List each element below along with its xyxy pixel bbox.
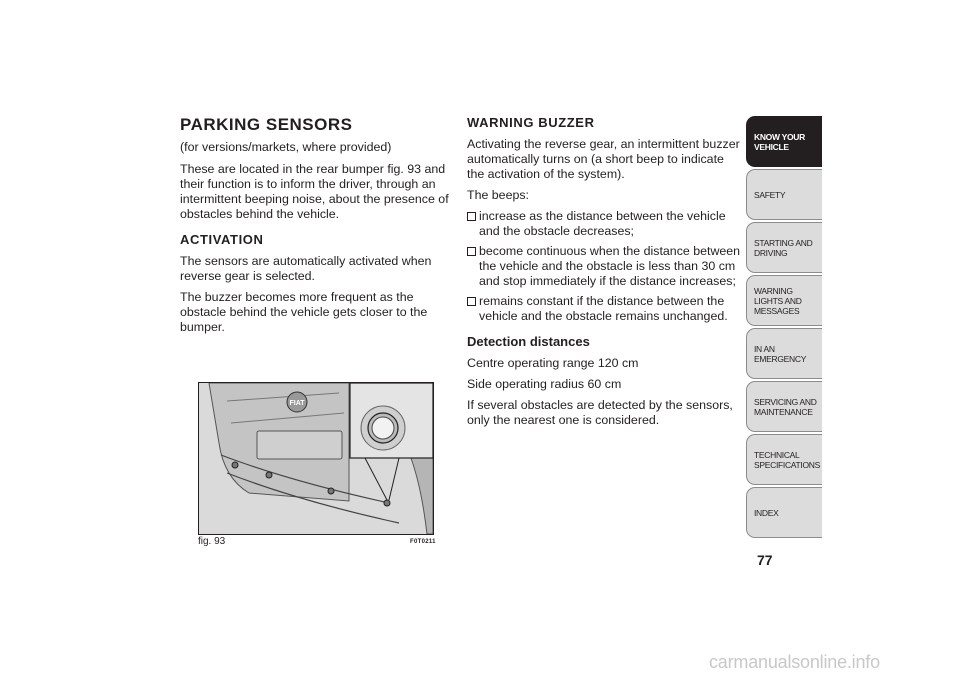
- watermark: carmanualsonline.info: [709, 652, 880, 672]
- page-number: 77: [757, 552, 773, 568]
- detection-distances-heading: Detection distances: [467, 334, 590, 349]
- intro-paragraph: These are located in the rear bumper fig. 93 and their function is to inform the driver, through an intermittent beeping noise, about the presence of obstacles behind the vehicle.: [180, 162, 449, 221]
- list-item: remains constant if the distance between the vehicle and the obstacle remains unchanged.: [467, 294, 742, 324]
- warning-buzzer-heading: WARNING BUZZER: [467, 115, 595, 130]
- beeps-list: [467, 209, 742, 324]
- side-radius-text: Side operating radius 60 cm: [467, 377, 622, 391]
- section-title: PARKING SENSORS: [180, 115, 353, 134]
- checkbox-bullet-icon: [467, 212, 476, 221]
- checkbox-bullet-icon: [467, 247, 476, 256]
- section-subtitle: (for versions/markets, where provided): [180, 140, 392, 154]
- fiat-logo: FIAT: [289, 400, 305, 407]
- activation-heading: ACTIVATION: [180, 232, 264, 247]
- tab-in-an-emergency[interactable]: IN AN EMERGENCY: [746, 328, 822, 379]
- tab-servicing[interactable]: SERVICING AND MAINTENANCE: [746, 381, 822, 432]
- rear-bumper-figure: [198, 382, 434, 535]
- tab-starting-and-driving[interactable]: STARTING AND DRIVING: [746, 222, 822, 273]
- nearest-note: If several obstacles are detected by the sensors, only the nearest one is considered.: [467, 398, 733, 427]
- list-item: become continuous when the distance between the vehicle and the obstacle is less than 30 cm and stop immediately if the distance increases;: [467, 244, 742, 289]
- right-column: [467, 115, 742, 434]
- list-item: increase as the distance between the vehicle and the obstacle decreases;: [467, 209, 742, 239]
- chapter-tabs: [746, 116, 822, 540]
- tab-technical-specifications[interactable]: TECHNICAL SPECIFICATIONS: [746, 434, 822, 485]
- tab-index[interactable]: INDEX: [746, 487, 822, 538]
- figure-code: F0T0211: [410, 539, 436, 545]
- figure-caption: fig. 93: [198, 536, 226, 547]
- tab-warning-lights[interactable]: WARNING LIGHTS AND MESSAGES: [746, 275, 822, 326]
- left-column: [180, 115, 452, 341]
- activation-paragraph-2: The buzzer becomes more frequent as the obstacle behind the vehicle gets closer to the bumper.: [180, 290, 428, 334]
- activation-paragraph-1: The sensors are automatically activated when reverse gear is selected.: [180, 254, 432, 283]
- buzzer-paragraph: Activating the reverse gear, an intermittent buzzer automatically turns on (a short beep to indicate the activation of the system).: [467, 137, 740, 181]
- beeps-intro: The beeps:: [467, 188, 529, 202]
- tab-know-your-vehicle[interactable]: KNOW YOUR VEHICLE: [746, 116, 822, 167]
- centre-range-text: Centre operating range 120 cm: [467, 356, 639, 370]
- tab-safety[interactable]: SAFETY: [746, 169, 822, 220]
- checkbox-bullet-icon: [467, 297, 476, 306]
- rear-bumper-illustration: [199, 383, 433, 534]
